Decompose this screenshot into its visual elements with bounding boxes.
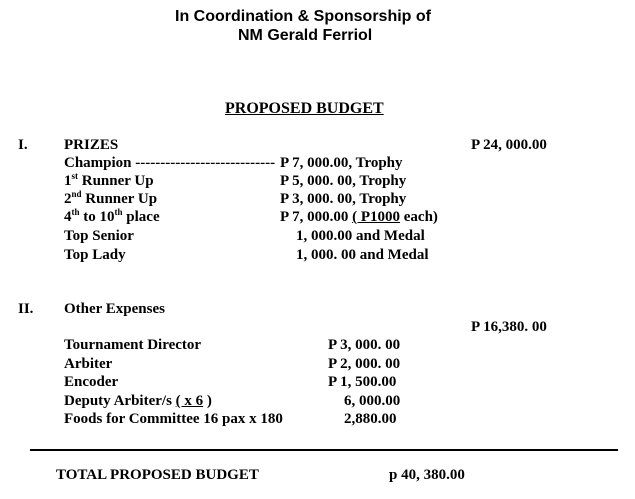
expense-value-foods: 2,880.00 [344, 411, 397, 427]
total-divider [30, 449, 618, 451]
section-total-other: P 16,380. 00 [471, 319, 547, 335]
prize-label-1st: 1st Runner Up [64, 171, 154, 189]
prize-value-champion: P 7, 000.00, Trophy [280, 155, 403, 171]
expense-label-foods: Foods for Committee 16 pax x 180 [64, 411, 283, 427]
sponsor-line-1: In Coordination & Sponsorship of [175, 8, 431, 25]
section-heading-other: Other Expenses [64, 301, 165, 317]
expense-label-encoder: Encoder [64, 374, 119, 390]
expense-value-director: P 3, 000. 00 [328, 337, 401, 353]
page-title: PROPOSED BUDGET [225, 100, 384, 117]
prize-label-senior: Top Senior [64, 228, 134, 244]
section-numeral-other: II. [18, 301, 34, 317]
prize-value-4th-10th: P 7, 000.00 ( P1000 each) [280, 209, 438, 225]
expense-label-arbiter: Arbiter [64, 356, 113, 372]
section-heading-prizes: PRIZES [64, 137, 119, 153]
expense-label-deputy: Deputy Arbiter/s ( x 6 ) [64, 393, 212, 409]
section-total-prizes: P 24, 000.00 [471, 137, 547, 153]
prize-value-senior: 1, 000.00 and Medal [296, 228, 425, 244]
prize-label-champion: Champion ---------------------------- [64, 155, 276, 171]
expense-value-deputy: 6, 000.00 [344, 393, 401, 409]
expense-value-arbiter: P 2, 000. 00 [328, 356, 401, 372]
prize-value-lady: 1, 000. 00 and Medal [296, 247, 429, 263]
prize-label-2nd: 2nd Runner Up [64, 189, 158, 207]
prize-label-4th-10th: 4th to 10th place [64, 207, 160, 225]
total-value: p 40, 380.00 [389, 467, 465, 483]
section-numeral-prizes: I. [18, 137, 28, 153]
prize-label-lady: Top Lady [64, 247, 126, 263]
prize-value-2nd: P 3, 000. 00, Trophy [280, 191, 407, 207]
expense-value-encoder: P 1, 500.00 [328, 374, 397, 390]
prize-value-1st: P 5, 000. 00, Trophy [280, 173, 407, 189]
total-label: TOTAL PROPOSED BUDGET [56, 467, 259, 483]
expense-label-director: Tournament Director [64, 337, 202, 353]
sponsor-line-2: NM Gerald Ferriol [238, 27, 373, 44]
